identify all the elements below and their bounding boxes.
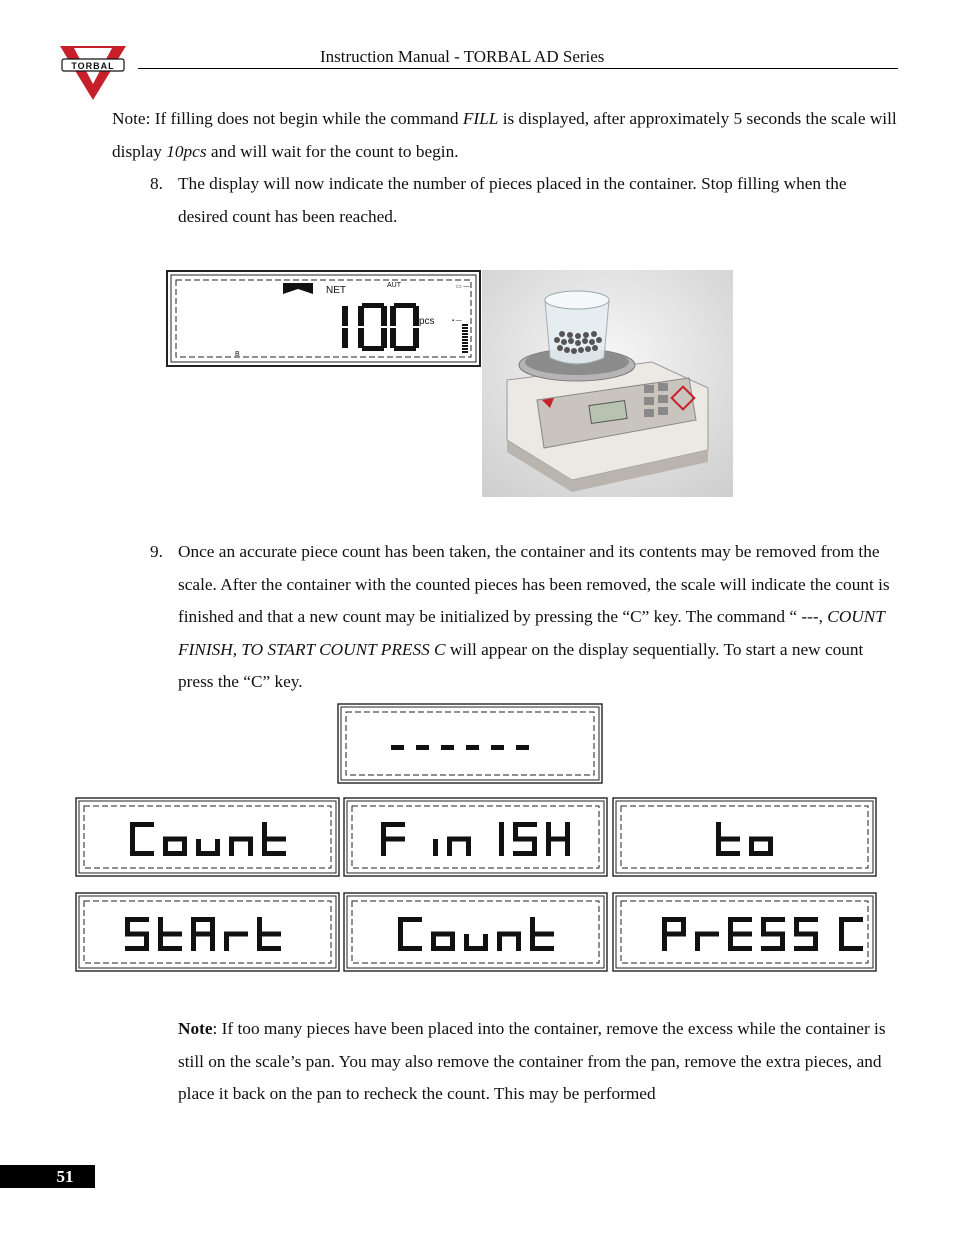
lcd-segment (794, 917, 799, 934)
step-number: 9. (150, 542, 163, 561)
lcd-segment (780, 934, 785, 951)
lcd-segment (546, 839, 551, 856)
page-number: 51 (56, 1167, 74, 1186)
lcd-segment (191, 917, 196, 934)
lcd-segment (431, 934, 436, 951)
lcd-segment (662, 934, 667, 951)
lcd-segment (483, 934, 488, 951)
lcd-segment (749, 839, 754, 856)
step-text: Once an accurate piece count has been taken, the container and its contents may be removed from the scale. After the container with the counted pieces has been removed, the scale will indicate the count is finished and that a new count may be initialized by pressing the “C” key. The command “ ---, COUNT FINISH, TO START COUNT PRESS C will appear on the display sequentially. To start a new count press the “C” key. (178, 542, 890, 691)
lcd-segment (130, 822, 135, 839)
lcd-segment (681, 917, 686, 934)
stable-indicator-icon (283, 283, 313, 294)
lcd-segment (728, 917, 733, 934)
lcd-dashes (337, 703, 603, 784)
lcd-segment (499, 839, 504, 856)
lcd-segment (163, 839, 168, 856)
lcd-segment (839, 934, 844, 951)
lcd-segment (768, 839, 773, 856)
lcd-segment (398, 934, 403, 951)
step-8 (150, 168, 890, 233)
lcd-count-2 (343, 892, 608, 972)
svg-text:▪ —: ▪ — (452, 318, 462, 324)
lcd-segment (546, 822, 551, 839)
lcd-segment (257, 917, 262, 934)
lcd-segment (191, 934, 196, 951)
lcd-segment (215, 839, 220, 856)
lcd-segment (695, 934, 700, 951)
capacity-bar-icon (462, 324, 468, 353)
lcd-segment (447, 839, 452, 856)
lcd-segment (182, 839, 187, 856)
lcd-segment (565, 822, 570, 839)
aut-label: AUT (387, 282, 401, 289)
lcd-segment (532, 839, 537, 856)
lcd-segment (125, 917, 130, 934)
lcd-segment (761, 917, 766, 934)
lcd-segment (210, 917, 215, 934)
step-text: The display will now indicate the number of pieces placed in the container. Stop filling when the desired count has been reached. (178, 174, 847, 226)
lcd-segment (248, 839, 253, 856)
lcd-segment (381, 822, 386, 839)
pcs-unit-label: pcs (419, 316, 435, 327)
lcd-display-100pcs (166, 270, 481, 367)
torbal-logo (58, 42, 128, 102)
lcd-count (75, 797, 340, 877)
lcd-segment (716, 822, 721, 839)
lcd-segment (229, 839, 234, 856)
lcd-segment (513, 822, 518, 839)
lcd-segment (464, 934, 469, 951)
lcd-word (662, 917, 863, 951)
lcd-segment (662, 917, 667, 934)
lcd-segment (144, 934, 149, 951)
lcd-segment (398, 917, 403, 934)
lcd-word (130, 822, 286, 856)
svg-text:TORBAL: TORBAL (71, 61, 115, 71)
lcd-segment (813, 934, 818, 951)
note-excess-paragraph: Note: If too many pieces have been placed into the container, remove the excess while the container is still on the scale’s pan. You may also remove the container from the pan, remove the extra pieces, and place it back on the pan to recheck the count. This may be performed (178, 1019, 886, 1103)
scale-photo (482, 270, 733, 497)
lcd-segment (130, 839, 135, 856)
lcd-segment (210, 934, 215, 951)
lcd-segment (381, 839, 386, 856)
note-fill-paragraph: Note: If filling does not begin while the command FILL is displayed, after approximately 5 seconds the scale will display 10pcs and will wait for the count to begin. (112, 109, 897, 161)
lcd-segment (433, 839, 438, 856)
lcd-segment (565, 839, 570, 856)
lcd-segment (158, 917, 163, 934)
lcd-segment (257, 934, 262, 951)
lcd-segment (450, 934, 455, 951)
net-label: NET (326, 285, 346, 296)
lcd-segment (262, 839, 267, 856)
header-title: Instruction Manual - TORBAL AD Series (320, 47, 605, 66)
b-label: B (235, 351, 240, 358)
lcd-segment (158, 934, 163, 951)
lcd-segment (499, 822, 504, 839)
lcd-segment (728, 934, 733, 951)
lcd-word (381, 822, 570, 856)
lcd-segment (196, 839, 201, 856)
reading-100 (342, 303, 419, 351)
lcd-word (716, 822, 773, 856)
lcd-word (398, 917, 554, 951)
lcd-to (612, 797, 877, 877)
header-rule (138, 68, 898, 69)
lcd-segment (530, 917, 535, 934)
step-number: 8. (150, 174, 163, 193)
lcd-finish (343, 797, 608, 877)
lcd-segment (497, 934, 502, 951)
svg-text:▭ —: ▭ — (456, 284, 470, 290)
lcd-segment (262, 822, 267, 839)
lcd-segment (466, 839, 471, 856)
step-9 (150, 536, 900, 699)
lcd-segment (716, 839, 721, 856)
lcd-start (75, 892, 340, 972)
lcd-press-c (612, 892, 877, 972)
lcd-segment (224, 934, 229, 951)
lcd-segment (839, 917, 844, 934)
lcd-segment (516, 934, 521, 951)
lcd-segment (530, 934, 535, 951)
lcd-word (125, 917, 281, 951)
